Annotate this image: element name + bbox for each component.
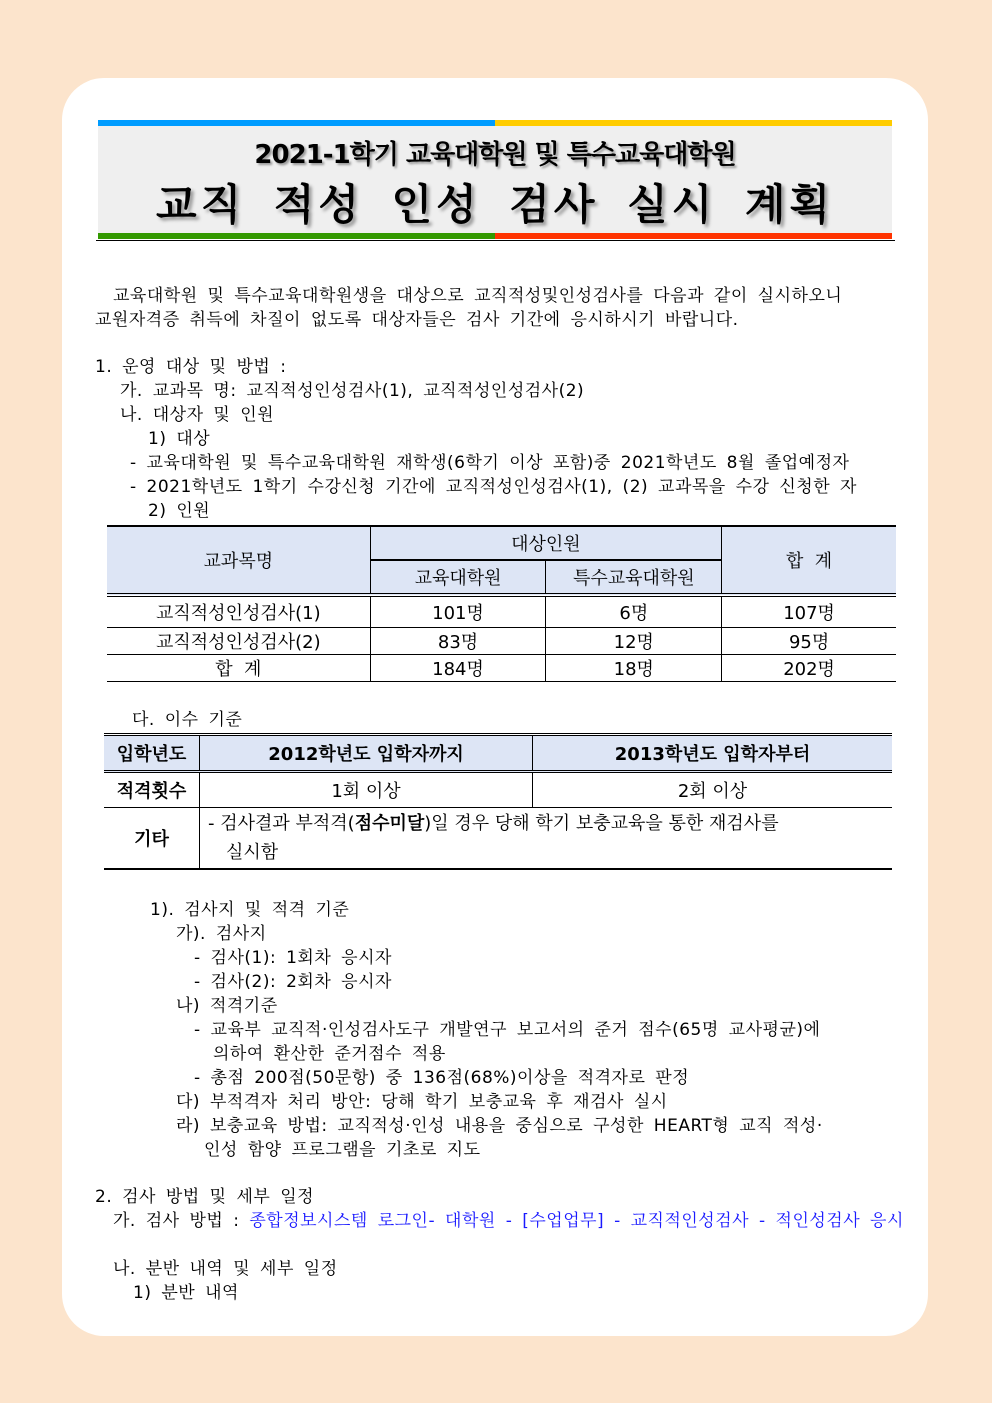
cell: 교직적성인성검사(2) [107, 628, 370, 655]
col-edu: 교육대학원 [370, 560, 546, 595]
col-from-2013: 2013학년도 입학자부터 [533, 735, 893, 772]
cell: 6명 [546, 595, 722, 628]
subheading: 2) 인원 [148, 501, 211, 521]
title-underline [96, 240, 895, 241]
title-bar-top-right [495, 120, 892, 126]
criteria-table [104, 733, 892, 870]
subheading: 나. 분반 내역 및 세부 일정 [113, 1259, 338, 1279]
list-item: - 총점 200점(50문항) 중 136점(68%)이상을 적격자로 판정 [194, 1068, 690, 1088]
list-item: - 2021학년도 1학기 수강신청 기간에 교직적성인성검사(1), (2) 교과목을 수강 신청한 자 [130, 477, 857, 497]
table-row [107, 655, 896, 682]
cell: 202명 [722, 655, 896, 682]
col-total: 합 계 [722, 526, 896, 595]
cell: 12명 [546, 628, 722, 655]
table-row [107, 628, 896, 655]
subheading: 다. 이수 기준 [132, 710, 243, 730]
section-heading: 1. 운영 대상 및 방법 : [95, 357, 287, 377]
cell-text: - 검사결과 부적격( [208, 813, 355, 834]
cell: 107명 [722, 595, 896, 628]
list-item: 다) 부적격자 처리 방안: 당해 학기 보충교육 후 재검사 실시 [176, 1092, 668, 1112]
method-label: 가. 검사 방법 : [113, 1211, 240, 1231]
list-item: - 교육대학원 및 특수교육대학원 재학생(6학기 이상 포함)중 2021학년도 8월 졸업예정자 [130, 453, 850, 473]
table-row [104, 772, 892, 808]
cell: 1회 이상 [200, 772, 533, 808]
enrollment-table [107, 525, 896, 682]
cell: 2회 이상 [533, 772, 893, 808]
list-item: - 검사(1): 1회차 응시자 [194, 948, 392, 968]
title-bar-bottom-right [495, 233, 892, 239]
list-item: - 교육부 교직적·인성검사도구 개발연구 보고서의 준거 점수(65명 교사평균)에 [194, 1020, 821, 1040]
cell-text: )일 경우 당해 학기 보충교육을 통한 재검사를 [424, 813, 779, 834]
cell: 18명 [546, 655, 722, 682]
list-item: - 검사(2): 2회차 응시자 [194, 972, 392, 992]
list-item: 의하여 환산한 준거점수 적용 [213, 1044, 446, 1064]
subheading: 나. 대상자 및 인원 [120, 405, 275, 425]
col-until-2012: 2012학년도 입학자까지 [200, 735, 533, 772]
subheading: 나) 적격기준 [176, 996, 278, 1016]
intro-line: 교원자격증 취득에 차질이 없도록 대상자들은 검사 기간에 응시하시기 바랍니다. [95, 310, 739, 330]
page-title: 교직 적성 인성 검사 실시 계획 [156, 180, 834, 229]
col-special: 특수교육대학원 [546, 560, 722, 595]
course-name: 가. 교과목 명: 교직적성인성검사(1), 교직적성인성검사(2) [120, 381, 585, 401]
table-row [104, 808, 892, 870]
cell: 83명 [370, 628, 546, 655]
cell-text: 실시함 [226, 842, 279, 863]
subheading: 1) 분반 내역 [133, 1283, 239, 1303]
subheading: 가). 검사지 [176, 924, 267, 944]
cell: 95명 [722, 628, 896, 655]
col-year: 입학년도 [104, 735, 200, 772]
cell-text-bold: 점수미달 [354, 813, 425, 834]
cell [200, 808, 893, 870]
col-target: 대상인원 [370, 526, 722, 560]
title-bar-top-left [98, 120, 495, 126]
list-item: 라) 보충교육 방법: 교직적성·인성 내용을 중심으로 구성한 HEART형 교직 적성· [176, 1116, 823, 1136]
list-item: 인성 함양 프로그램을 기초로 지도 [204, 1140, 481, 1160]
cell: 기타 [104, 808, 200, 870]
cell: 합 계 [107, 655, 370, 682]
col-course: 교과목명 [107, 526, 370, 595]
title-bar-bottom-left [98, 233, 495, 239]
cell: 교직적성인성검사(1) [107, 595, 370, 628]
intro-line: 교육대학원 및 특수교육대학원생을 대상으로 교직적성및인성검사를 다음과 같이 실시하오니 [113, 286, 843, 306]
method-line [113, 1206, 904, 1231]
subheading: 1). 검사지 및 적격 기준 [150, 900, 350, 920]
section-heading: 2. 검사 방법 및 세부 일정 [95, 1187, 315, 1207]
cell: 101명 [370, 595, 546, 628]
subheading: 1) 대상 [148, 429, 211, 449]
table-row [107, 595, 896, 628]
method-path: 종합정보시스템 로그인- 대학원 - [수업업무] - 교직적인성검사 - 적인성검사 응시 [249, 1211, 904, 1231]
cell: 적격횟수 [104, 772, 200, 808]
cell: 184명 [370, 655, 546, 682]
page-subtitle: 2021-1학기 교육대학원 및 특수교육대학원 [254, 140, 736, 170]
